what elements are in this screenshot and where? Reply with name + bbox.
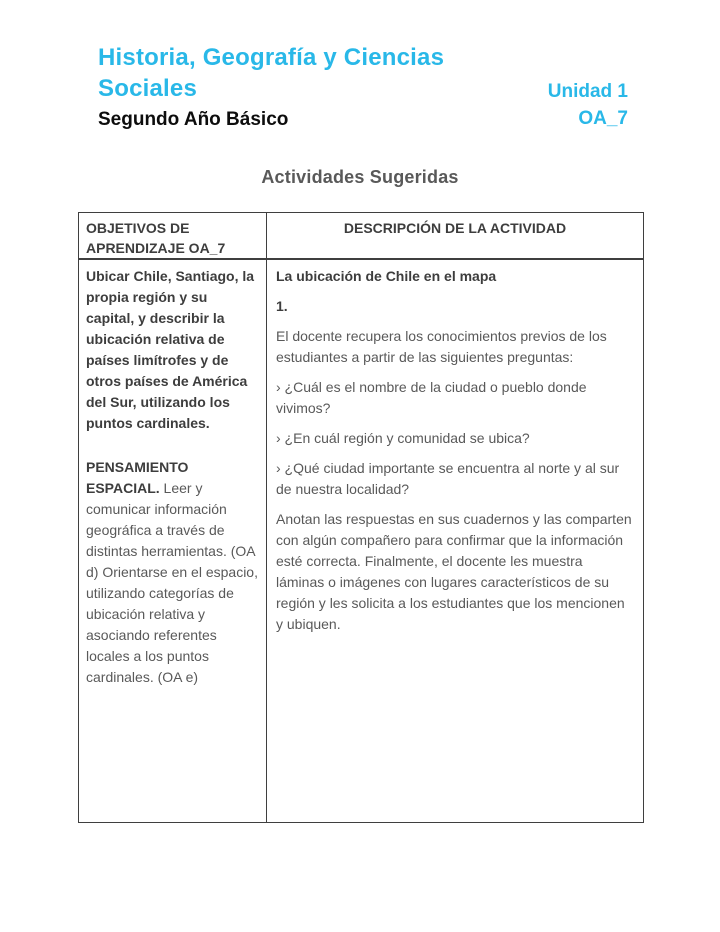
spatial-thinking-paragraph <box>86 457 259 688</box>
spatial-thinking-label: PENSAMIENTO ESPACIAL. <box>86 459 189 496</box>
activity-question: › ¿En cuál región y comunidad se ubica? <box>276 430 530 446</box>
activity-cell <box>267 260 643 822</box>
header-unit-block <box>548 78 628 133</box>
objectives-cell <box>79 260 267 822</box>
activity-closing: Anotan las respuestas en sus cuadernos y las comparten con algún compañero para confirmar que la información esté correcta. Finalmente, el docente les muestra láminas o imágenes con lugares característicos de su región y les solicita a los estudiantes que los mencionen y ubiquen. <box>276 511 632 632</box>
activity-question: › ¿Cuál es el nombre de la ciudad o pueblo donde vivimos? <box>276 379 587 416</box>
header-title-block <box>98 42 528 133</box>
activity-number: 1. <box>276 298 288 314</box>
column-header-objectives: OBJETIVOS DE APRENDIZAJE OA_7 <box>79 213 267 260</box>
activity-title: La ubicación de Chile en el mapa <box>276 268 497 284</box>
activity-question: › ¿Qué ciudad importante se encuentra al norte y al sur de nuestra localidad? <box>276 460 620 497</box>
document-header <box>98 42 628 133</box>
unit-label: Unidad 1 <box>547 81 628 102</box>
grade-subtitle: Segundo Año Básico <box>98 109 289 130</box>
objective-text: Ubicar Chile, Santiago, la propia región y su capital, y describir la ubicación relativa de países limítrofes y de otros países de América del Sur, utilizando los puntos cardinales. <box>86 268 255 431</box>
oa-label: OA_7 <box>578 108 628 129</box>
activities-table <box>78 212 644 823</box>
activity-intro: El docente recupera los conocimientos previos de los estudiantes a partir de las siguientes preguntas: <box>276 328 607 365</box>
spatial-thinking-body: Leer y comunicar información geográfica a través de distintas herramientas. (OA d) Orientarse en el espacio, utilizando categorías de ubicación relativa y asociando referentes locales a los puntos cardinales. (OA e) <box>86 480 258 685</box>
course-title: Historia, Geografía y Ciencias Sociales <box>98 44 445 102</box>
section-heading: Actividades Sugeridas <box>261 167 459 187</box>
column-header-description: DESCRIPCIÓN DE LA ACTIVIDAD <box>267 213 643 260</box>
